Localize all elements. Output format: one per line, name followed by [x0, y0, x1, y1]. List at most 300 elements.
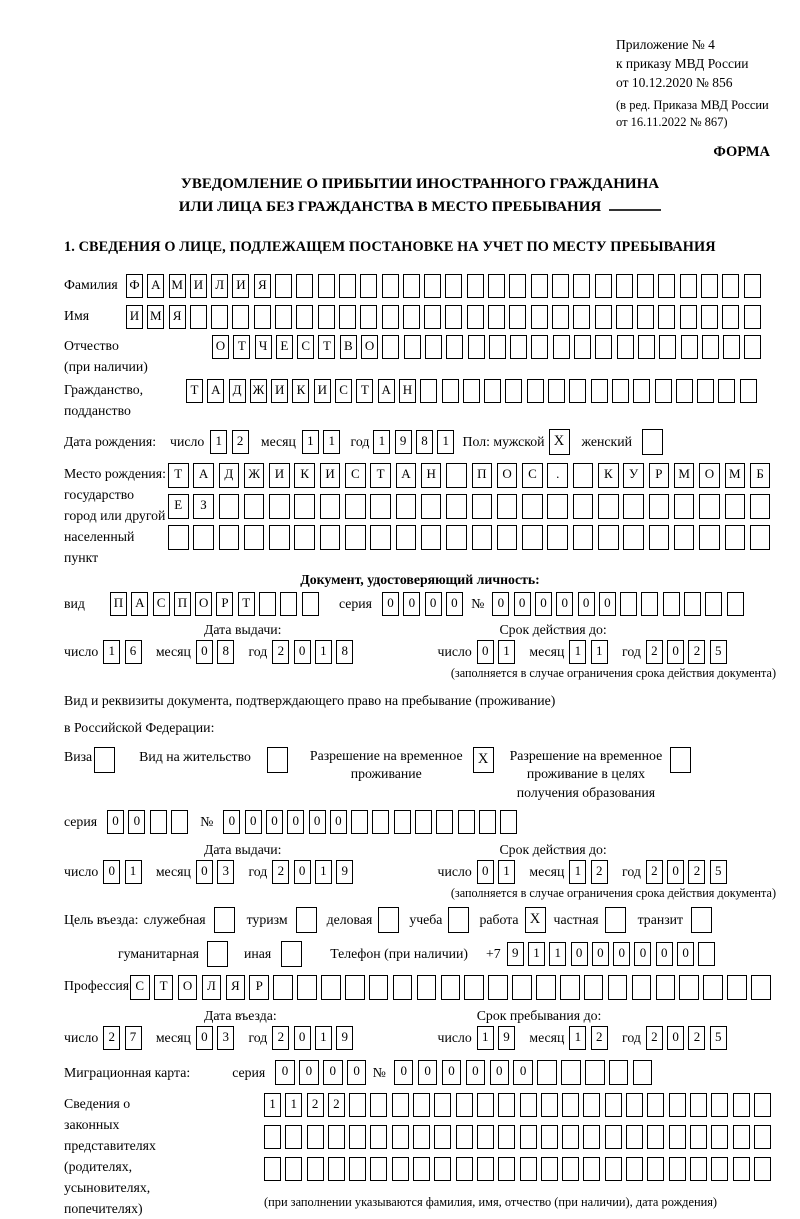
char-cell[interactable]: [434, 1093, 451, 1117]
char-cell[interactable]: .: [547, 463, 568, 488]
char-cell[interactable]: [697, 379, 714, 403]
char-cell[interactable]: [520, 1125, 537, 1149]
char-cell[interactable]: 2: [688, 860, 705, 884]
char-cell[interactable]: [583, 1093, 600, 1117]
char-cell[interactable]: [463, 379, 480, 403]
char-cell[interactable]: И: [320, 463, 341, 488]
char-cell[interactable]: [676, 379, 693, 403]
char-cell[interactable]: [531, 274, 548, 298]
char-cell[interactable]: [382, 305, 399, 329]
char-cell[interactable]: С: [153, 592, 170, 616]
char-cell[interactable]: [296, 274, 313, 298]
checkbox-private[interactable]: [605, 907, 626, 933]
char-cell[interactable]: [497, 525, 518, 550]
char-cell[interactable]: [498, 1093, 515, 1117]
char-cell[interactable]: [562, 1093, 579, 1117]
char-cell[interactable]: [733, 1157, 750, 1181]
char-cell[interactable]: [698, 942, 715, 966]
char-cell[interactable]: [598, 494, 619, 519]
char-cell[interactable]: 0: [535, 592, 552, 616]
char-cell[interactable]: [711, 1125, 728, 1149]
char-cell[interactable]: [750, 494, 771, 519]
char-cell[interactable]: Л: [211, 274, 228, 298]
char-cell[interactable]: [393, 975, 413, 1000]
char-cell[interactable]: [424, 305, 441, 329]
char-cell[interactable]: [751, 975, 771, 1000]
char-cell[interactable]: [472, 494, 493, 519]
char-cell[interactable]: 0: [466, 1060, 486, 1085]
char-cell[interactable]: 0: [613, 942, 630, 966]
char-cell[interactable]: 1: [210, 430, 227, 454]
char-cell[interactable]: [583, 1125, 600, 1149]
char-cell[interactable]: Т: [370, 463, 391, 488]
char-cell[interactable]: 3: [217, 860, 234, 884]
char-cell[interactable]: [190, 305, 207, 329]
char-cell[interactable]: 9: [507, 942, 524, 966]
char-cell[interactable]: С: [345, 463, 366, 488]
char-cell[interactable]: [219, 525, 240, 550]
char-cell[interactable]: [536, 975, 556, 1000]
char-cell[interactable]: 2: [272, 1026, 289, 1050]
char-cell[interactable]: [740, 379, 757, 403]
char-cell[interactable]: Л: [202, 975, 222, 1000]
char-cell[interactable]: [382, 335, 399, 359]
char-cell[interactable]: [569, 379, 586, 403]
char-cell[interactable]: Ч: [255, 335, 272, 359]
char-cell[interactable]: [297, 975, 317, 1000]
char-cell[interactable]: Д: [219, 463, 240, 488]
char-cell[interactable]: [744, 335, 761, 359]
char-cell[interactable]: [620, 592, 637, 616]
char-cell[interactable]: [345, 494, 366, 519]
char-cell[interactable]: 0: [592, 942, 609, 966]
char-cell[interactable]: 2: [591, 860, 608, 884]
char-cell[interactable]: 1: [315, 640, 332, 664]
char-cell[interactable]: [413, 1093, 430, 1117]
char-cell[interactable]: [638, 335, 655, 359]
char-cell[interactable]: [574, 335, 591, 359]
char-cell[interactable]: [360, 274, 377, 298]
char-cell[interactable]: 0: [294, 640, 311, 664]
char-cell[interactable]: О: [178, 975, 198, 1000]
char-cell[interactable]: 1: [549, 942, 566, 966]
char-cell[interactable]: 0: [418, 1060, 438, 1085]
char-cell[interactable]: Ф: [126, 274, 143, 298]
char-cell[interactable]: [669, 1157, 686, 1181]
char-cell[interactable]: 0: [634, 942, 651, 966]
char-cell[interactable]: [699, 525, 720, 550]
char-cell[interactable]: 5: [710, 860, 727, 884]
char-cell[interactable]: 0: [347, 1060, 367, 1085]
char-cell[interactable]: П: [110, 592, 127, 616]
char-cell[interactable]: [392, 1093, 409, 1117]
char-cell[interactable]: 1: [315, 860, 332, 884]
char-cell[interactable]: [722, 274, 739, 298]
char-cell[interactable]: [339, 305, 356, 329]
char-cell[interactable]: [548, 379, 565, 403]
char-cell[interactable]: 9: [395, 430, 412, 454]
char-cell[interactable]: [446, 494, 467, 519]
char-cell[interactable]: И: [126, 305, 143, 329]
char-cell[interactable]: О: [212, 335, 229, 359]
char-cell[interactable]: 2: [232, 430, 249, 454]
char-cell[interactable]: [294, 494, 315, 519]
char-cell[interactable]: [211, 305, 228, 329]
checkbox-male[interactable]: X: [549, 429, 570, 455]
char-cell[interactable]: 0: [275, 1060, 295, 1085]
char-cell[interactable]: [703, 975, 723, 1000]
char-cell[interactable]: [637, 305, 654, 329]
char-cell[interactable]: [219, 494, 240, 519]
char-cell[interactable]: [294, 525, 315, 550]
char-cell[interactable]: [527, 379, 544, 403]
char-cell[interactable]: [425, 335, 442, 359]
char-cell[interactable]: [641, 592, 658, 616]
char-cell[interactable]: Я: [169, 305, 186, 329]
char-cell[interactable]: [584, 975, 604, 1000]
char-cell[interactable]: 0: [442, 1060, 462, 1085]
char-cell[interactable]: [396, 525, 417, 550]
char-cell[interactable]: [488, 305, 505, 329]
char-cell[interactable]: [369, 975, 389, 1000]
char-cell[interactable]: [420, 379, 437, 403]
char-cell[interactable]: 1: [477, 1026, 494, 1050]
char-cell[interactable]: [488, 975, 508, 1000]
char-cell[interactable]: [404, 335, 421, 359]
char-cell[interactable]: Т: [168, 463, 189, 488]
char-cell[interactable]: 0: [107, 810, 124, 834]
char-cell[interactable]: [547, 525, 568, 550]
char-cell[interactable]: К: [292, 379, 309, 403]
char-cell[interactable]: [754, 1157, 771, 1181]
char-cell[interactable]: 8: [217, 640, 234, 664]
char-cell[interactable]: [500, 810, 517, 834]
char-cell[interactable]: С: [297, 335, 314, 359]
char-cell[interactable]: [446, 463, 467, 488]
char-cell[interactable]: [718, 379, 735, 403]
char-cell[interactable]: А: [131, 592, 148, 616]
char-cell[interactable]: [547, 494, 568, 519]
char-cell[interactable]: [669, 1093, 686, 1117]
char-cell[interactable]: Я: [254, 274, 271, 298]
char-cell[interactable]: [445, 274, 462, 298]
char-cell[interactable]: [541, 1093, 558, 1117]
char-cell[interactable]: [307, 1125, 324, 1149]
char-cell[interactable]: [658, 305, 675, 329]
char-cell[interactable]: [647, 1157, 664, 1181]
char-cell[interactable]: [522, 494, 543, 519]
char-cell[interactable]: [531, 305, 548, 329]
char-cell[interactable]: 1: [373, 430, 390, 454]
char-cell[interactable]: [605, 1093, 622, 1117]
char-cell[interactable]: [458, 810, 475, 834]
char-cell[interactable]: [349, 1125, 366, 1149]
char-cell[interactable]: О: [497, 463, 518, 488]
char-cell[interactable]: [669, 1125, 686, 1149]
char-cell[interactable]: К: [294, 463, 315, 488]
char-cell[interactable]: [595, 274, 612, 298]
char-cell[interactable]: [394, 810, 411, 834]
char-cell[interactable]: [562, 1125, 579, 1149]
char-cell[interactable]: [573, 494, 594, 519]
char-cell[interactable]: Д: [229, 379, 246, 403]
char-cell[interactable]: [520, 1093, 537, 1117]
char-cell[interactable]: А: [396, 463, 417, 488]
char-cell[interactable]: 1: [569, 860, 586, 884]
char-cell[interactable]: [441, 975, 461, 1000]
char-cell[interactable]: [264, 1157, 281, 1181]
char-cell[interactable]: [684, 592, 701, 616]
char-cell[interactable]: [349, 1093, 366, 1117]
char-cell[interactable]: С: [130, 975, 150, 1000]
char-cell[interactable]: 2: [272, 860, 289, 884]
char-cell[interactable]: 0: [425, 592, 442, 616]
char-cell[interactable]: [626, 1093, 643, 1117]
checkbox-temp-residence-edu[interactable]: [670, 747, 691, 773]
char-cell[interactable]: [656, 975, 676, 1000]
char-cell[interactable]: [744, 305, 761, 329]
char-cell[interactable]: [711, 1093, 728, 1117]
char-cell[interactable]: 0: [294, 860, 311, 884]
char-cell[interactable]: [585, 1060, 605, 1085]
char-cell[interactable]: 5: [710, 640, 727, 664]
char-cell[interactable]: [275, 305, 292, 329]
char-cell[interactable]: [477, 1125, 494, 1149]
char-cell[interactable]: 1: [437, 430, 454, 454]
char-cell[interactable]: [626, 1157, 643, 1181]
char-cell[interactable]: [259, 592, 276, 616]
char-cell[interactable]: [285, 1125, 302, 1149]
char-cell[interactable]: [595, 335, 612, 359]
char-cell[interactable]: [321, 975, 341, 1000]
char-cell[interactable]: [609, 1060, 629, 1085]
char-cell[interactable]: Т: [233, 335, 250, 359]
char-cell[interactable]: 0: [382, 592, 399, 616]
char-cell[interactable]: 0: [514, 592, 531, 616]
char-cell[interactable]: [413, 1125, 430, 1149]
char-cell[interactable]: [467, 274, 484, 298]
char-cell[interactable]: [723, 335, 740, 359]
char-cell[interactable]: [370, 494, 391, 519]
char-cell[interactable]: Я: [226, 975, 246, 1000]
char-cell[interactable]: Т: [186, 379, 203, 403]
char-cell[interactable]: 0: [599, 592, 616, 616]
char-cell[interactable]: [498, 1125, 515, 1149]
char-cell[interactable]: 0: [196, 1026, 213, 1050]
char-cell[interactable]: [616, 274, 633, 298]
char-cell[interactable]: 2: [272, 640, 289, 664]
char-cell[interactable]: [612, 379, 629, 403]
char-cell[interactable]: [413, 1157, 430, 1181]
char-cell[interactable]: 0: [128, 810, 145, 834]
char-cell[interactable]: 0: [294, 1026, 311, 1050]
checkbox-humanitarian[interactable]: [207, 941, 228, 967]
checkbox-residence-permit[interactable]: [267, 747, 288, 773]
char-cell[interactable]: О: [361, 335, 378, 359]
char-cell[interactable]: З: [193, 494, 214, 519]
char-cell[interactable]: [722, 305, 739, 329]
char-cell[interactable]: 0: [196, 860, 213, 884]
char-cell[interactable]: [727, 975, 747, 1000]
char-cell[interactable]: 0: [299, 1060, 319, 1085]
char-cell[interactable]: 1: [125, 860, 142, 884]
char-cell[interactable]: [345, 525, 366, 550]
char-cell[interactable]: Н: [421, 463, 442, 488]
char-cell[interactable]: 0: [330, 810, 347, 834]
char-cell[interactable]: [150, 810, 167, 834]
char-cell[interactable]: [415, 810, 432, 834]
char-cell[interactable]: 1: [302, 430, 319, 454]
char-cell[interactable]: [605, 1157, 622, 1181]
checkbox-temp-residence[interactable]: X: [473, 747, 494, 773]
char-cell[interactable]: [328, 1157, 345, 1181]
char-cell[interactable]: 2: [646, 860, 663, 884]
char-cell[interactable]: [573, 525, 594, 550]
char-cell[interactable]: А: [207, 379, 224, 403]
char-cell[interactable]: [403, 305, 420, 329]
char-cell[interactable]: [702, 335, 719, 359]
char-cell[interactable]: 1: [569, 640, 586, 664]
char-cell[interactable]: 0: [677, 942, 694, 966]
char-cell[interactable]: [733, 1125, 750, 1149]
char-cell[interactable]: [637, 274, 654, 298]
char-cell[interactable]: [328, 1125, 345, 1149]
char-cell[interactable]: Е: [276, 335, 293, 359]
char-cell[interactable]: Н: [399, 379, 416, 403]
char-cell[interactable]: [302, 592, 319, 616]
char-cell[interactable]: [663, 592, 680, 616]
char-cell[interactable]: Т: [154, 975, 174, 1000]
char-cell[interactable]: [421, 525, 442, 550]
char-cell[interactable]: [680, 274, 697, 298]
char-cell[interactable]: В: [340, 335, 357, 359]
char-cell[interactable]: [754, 1125, 771, 1149]
char-cell[interactable]: 0: [103, 860, 120, 884]
char-cell[interactable]: [674, 525, 695, 550]
char-cell[interactable]: [541, 1157, 558, 1181]
char-cell[interactable]: [456, 1157, 473, 1181]
char-cell[interactable]: [701, 305, 718, 329]
char-cell[interactable]: [468, 335, 485, 359]
char-cell[interactable]: П: [472, 463, 493, 488]
char-cell[interactable]: [680, 305, 697, 329]
char-cell[interactable]: [725, 525, 746, 550]
char-cell[interactable]: [690, 1125, 707, 1149]
char-cell[interactable]: [522, 525, 543, 550]
char-cell[interactable]: 1: [528, 942, 545, 966]
char-cell[interactable]: [512, 975, 532, 1000]
char-cell[interactable]: [705, 592, 722, 616]
char-cell[interactable]: 2: [591, 1026, 608, 1050]
char-cell[interactable]: [725, 494, 746, 519]
char-cell[interactable]: П: [174, 592, 191, 616]
char-cell[interactable]: [446, 335, 463, 359]
char-cell[interactable]: 0: [446, 592, 463, 616]
char-cell[interactable]: 1: [285, 1093, 302, 1117]
char-cell[interactable]: [168, 525, 189, 550]
char-cell[interactable]: [498, 1157, 515, 1181]
char-cell[interactable]: 0: [266, 810, 283, 834]
char-cell[interactable]: [649, 494, 670, 519]
char-cell[interactable]: [382, 274, 399, 298]
char-cell[interactable]: 2: [646, 1026, 663, 1050]
char-cell[interactable]: [285, 1157, 302, 1181]
char-cell[interactable]: [623, 525, 644, 550]
char-cell[interactable]: [510, 335, 527, 359]
char-cell[interactable]: 6: [125, 640, 142, 664]
char-cell[interactable]: А: [378, 379, 395, 403]
char-cell[interactable]: 8: [416, 430, 433, 454]
char-cell[interactable]: [436, 810, 453, 834]
char-cell[interactable]: [244, 494, 265, 519]
char-cell[interactable]: [733, 1093, 750, 1117]
char-cell[interactable]: 0: [656, 942, 673, 966]
char-cell[interactable]: Т: [356, 379, 373, 403]
char-cell[interactable]: У: [623, 463, 644, 488]
char-cell[interactable]: И: [314, 379, 331, 403]
char-cell[interactable]: С: [335, 379, 352, 403]
char-cell[interactable]: 5: [710, 1026, 727, 1050]
char-cell[interactable]: 1: [591, 640, 608, 664]
checkbox-study[interactable]: [448, 907, 469, 933]
char-cell[interactable]: 0: [513, 1060, 533, 1085]
char-cell[interactable]: 0: [287, 810, 304, 834]
char-cell[interactable]: [541, 1125, 558, 1149]
char-cell[interactable]: [403, 274, 420, 298]
char-cell[interactable]: 1: [103, 640, 120, 664]
char-cell[interactable]: 0: [571, 942, 588, 966]
char-cell[interactable]: [307, 1157, 324, 1181]
char-cell[interactable]: [349, 1157, 366, 1181]
char-cell[interactable]: [269, 525, 290, 550]
char-cell[interactable]: [442, 379, 459, 403]
char-cell[interactable]: [484, 379, 501, 403]
char-cell[interactable]: 0: [667, 1026, 684, 1050]
char-cell[interactable]: [659, 335, 676, 359]
char-cell[interactable]: И: [232, 274, 249, 298]
char-cell[interactable]: [605, 1125, 622, 1149]
char-cell[interactable]: [690, 1157, 707, 1181]
char-cell[interactable]: [464, 975, 484, 1000]
char-cell[interactable]: 9: [336, 860, 353, 884]
char-cell[interactable]: [269, 494, 290, 519]
char-cell[interactable]: Т: [318, 335, 335, 359]
char-cell[interactable]: [370, 1093, 387, 1117]
char-cell[interactable]: [351, 810, 368, 834]
char-cell[interactable]: Ж: [250, 379, 267, 403]
char-cell[interactable]: [598, 525, 619, 550]
char-cell[interactable]: [396, 494, 417, 519]
char-cell[interactable]: [633, 379, 650, 403]
char-cell[interactable]: [711, 1157, 728, 1181]
char-cell[interactable]: 0: [667, 640, 684, 664]
char-cell[interactable]: [520, 1157, 537, 1181]
char-cell[interactable]: 3: [217, 1026, 234, 1050]
char-cell[interactable]: 2: [646, 640, 663, 664]
char-cell[interactable]: 1: [498, 860, 515, 884]
char-cell[interactable]: 1: [264, 1093, 281, 1117]
char-cell[interactable]: [392, 1157, 409, 1181]
char-cell[interactable]: М: [674, 463, 695, 488]
char-cell[interactable]: [681, 335, 698, 359]
char-cell[interactable]: 2: [328, 1093, 345, 1117]
char-cell[interactable]: [727, 592, 744, 616]
char-cell[interactable]: Б: [750, 463, 771, 488]
char-cell[interactable]: М: [169, 274, 186, 298]
char-cell[interactable]: [446, 525, 467, 550]
char-cell[interactable]: 0: [667, 860, 684, 884]
char-cell[interactable]: [280, 592, 297, 616]
